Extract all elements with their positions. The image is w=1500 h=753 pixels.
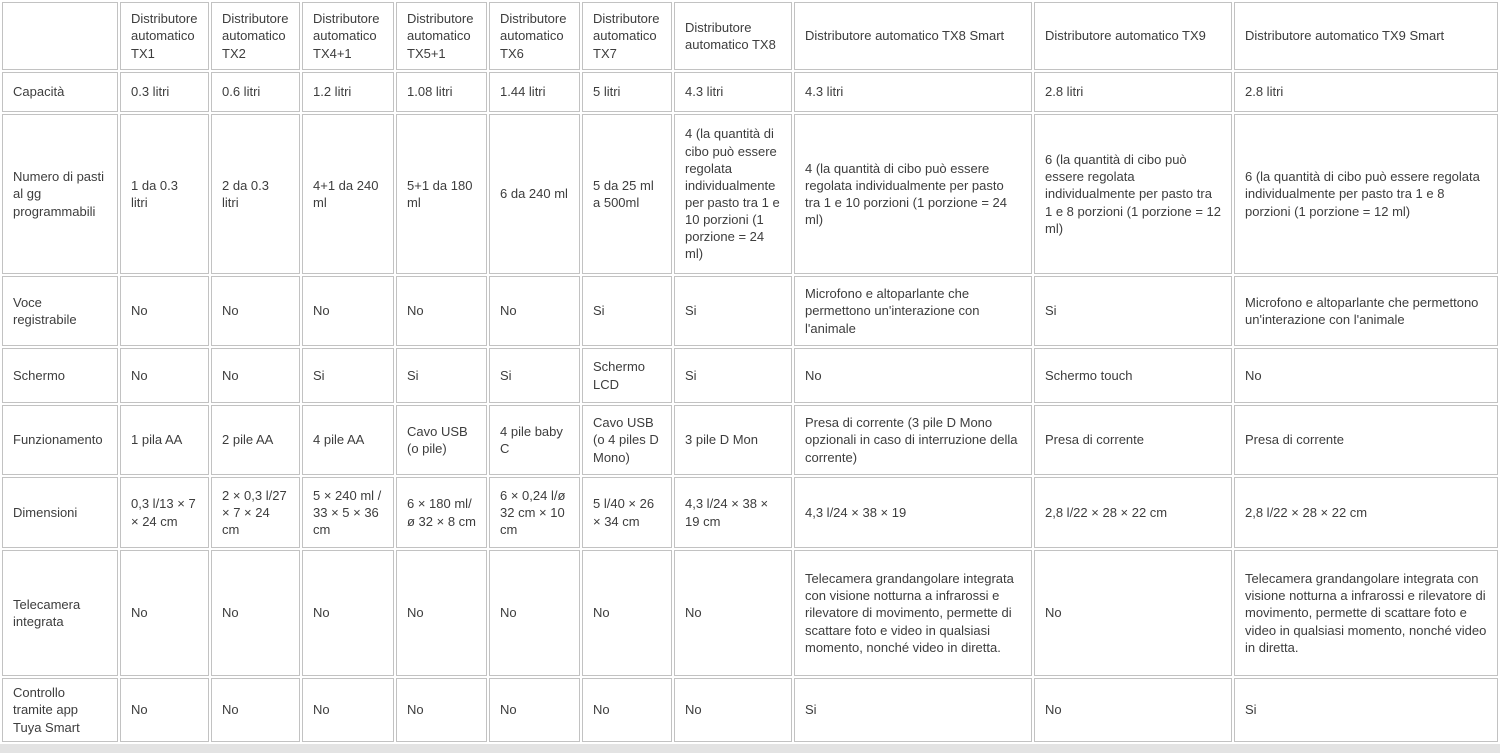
table-cell: Schermo LCD <box>582 348 672 403</box>
column-header: Distributore automatico TX4+1 <box>302 2 394 70</box>
table-cell: 4,3 l/24 × 38 × 19 cm <box>674 477 792 548</box>
table-cell: Si <box>582 276 672 346</box>
table-cell: 5 l/40 × 26 × 34 cm <box>582 477 672 548</box>
table-cell: 6 × 180 ml/ø 32 × 8 cm <box>396 477 487 548</box>
table-cell: 1 da 0.3 litri <box>120 114 209 274</box>
table-cell: Presa di corrente (3 pile D Mono opzionali in caso di interruzione della corrente) <box>794 405 1032 475</box>
table-cell: 2 × 0,3 l/27 × 7 × 24 cm <box>211 477 300 548</box>
table-cell: No <box>582 678 672 742</box>
table-cell: Si <box>1034 276 1232 346</box>
table-cell: No <box>396 276 487 346</box>
table-cell: 4.3 litri <box>794 72 1032 112</box>
table-row <box>2 678 1498 742</box>
table-cell: 4 (la quantità di cibo può essere regolata individualmente per pasto tra 1 e 10 porzioni (1 porzione = 24 ml) <box>794 114 1032 274</box>
column-header: Distributore automatico TX9 Smart <box>1234 2 1498 70</box>
table-cell: Cavo USB (o pile) <box>396 405 487 475</box>
row-label: Controllo tramite app Tuya Smart <box>2 678 118 742</box>
table-cell: 6 (la quantità di cibo può essere regolata individualmente per pasto tra 1 e 8 porzioni (1 porzione = 12 ml) <box>1234 114 1498 274</box>
table-cell: 0,3 l/13 × 7 × 24 cm <box>120 477 209 548</box>
table-cell: Microfono e altoparlante che permettono un'interazione con l'animale <box>1234 276 1498 346</box>
table-cell: No <box>489 276 580 346</box>
table-cell: No <box>120 348 209 403</box>
table-cell: Si <box>489 348 580 403</box>
table-cell: No <box>211 276 300 346</box>
table-cell: Schermo touch <box>1034 348 1232 403</box>
table-cell: No <box>120 276 209 346</box>
table-cell: 2 da 0.3 litri <box>211 114 300 274</box>
table-cell: 4+1 da 240 ml <box>302 114 394 274</box>
table-cell: 4.3 litri <box>674 72 792 112</box>
table-row <box>2 348 1498 403</box>
column-header: Distributore automatico TX6 <box>489 2 580 70</box>
table-cell: No <box>396 550 487 676</box>
table-row <box>2 72 1498 112</box>
table-cell: No <box>120 550 209 676</box>
table-cell: 1.08 litri <box>396 72 487 112</box>
table-row <box>2 114 1498 274</box>
table-cell: Si <box>674 348 792 403</box>
table-cell: No <box>211 678 300 742</box>
table-cell: Si <box>794 678 1032 742</box>
table-cell: Telecamera grandangolare integrata con visione notturna a infrarossi e rilevatore di movimento, permette di scattare foto e video in qualsiasi momento, nonché video in diretta. <box>1234 550 1498 676</box>
table-row <box>2 405 1498 475</box>
table-cell: 2,8 l/22 × 28 × 22 cm <box>1034 477 1232 548</box>
table-cell: Si <box>1234 678 1498 742</box>
header-row <box>2 2 1498 70</box>
row-label: Capacità <box>2 72 118 112</box>
table-cell: No <box>302 550 394 676</box>
table-cell: No <box>120 678 209 742</box>
row-label: Schermo <box>2 348 118 403</box>
table-cell: Si <box>302 348 394 403</box>
table-cell: Presa di corrente <box>1234 405 1498 475</box>
column-header: Distributore automatico TX5+1 <box>396 2 487 70</box>
table-cell: No <box>674 678 792 742</box>
column-header: Distributore automatico TX7 <box>582 2 672 70</box>
row-label: Dimensioni <box>2 477 118 548</box>
table-cell: 1 pila AA <box>120 405 209 475</box>
column-header: Distributore automatico TX2 <box>211 2 300 70</box>
table-cell: 5 da 25 ml a 500ml <box>582 114 672 274</box>
table-cell: No <box>794 348 1032 403</box>
row-label: Telecamera integrata <box>2 550 118 676</box>
table-cell: No <box>489 678 580 742</box>
table-cell: 3 pile D Mon <box>674 405 792 475</box>
table-cell: 6 (la quantità di cibo può essere regolata individualmente per pasto tra 1 e 8 porzioni (1 porzione = 12 ml) <box>1034 114 1232 274</box>
table-cell: 2.8 litri <box>1034 72 1232 112</box>
column-header: Distributore automatico TX8 <box>674 2 792 70</box>
table-cell: 5 × 240 ml / 33 × 5 × 36 cm <box>302 477 394 548</box>
table-cell: 2 pile AA <box>211 405 300 475</box>
table-cell: 4 (la quantità di cibo può essere regolata individualmente per pasto tra 1 e 10 porzioni (1 porzione = 24 ml) <box>674 114 792 274</box>
table-cell: No <box>674 550 792 676</box>
table-row <box>2 477 1498 548</box>
table-cell: 6 × 0,24 l/ø 32 cm × 10 cm <box>489 477 580 548</box>
row-label: Voce registrabile <box>2 276 118 346</box>
table-row <box>2 550 1498 676</box>
table-cell: No <box>1034 678 1232 742</box>
table-cell: No <box>582 550 672 676</box>
table-cell: 4,3 l/24 × 38 × 19 <box>794 477 1032 548</box>
table-cell: No <box>1234 348 1498 403</box>
table-cell: Microfono e altoparlante che permettono un'interazione con l'animale <box>794 276 1032 346</box>
table-cell: Presa di corrente <box>1034 405 1232 475</box>
row-label: Numero di pasti al gg programmabili <box>2 114 118 274</box>
table-body <box>2 72 1498 742</box>
table-cell: 0.3 litri <box>120 72 209 112</box>
row-label: Funzionamento <box>2 405 118 475</box>
table-cell: 2,8 l/22 × 28 × 22 cm <box>1234 477 1498 548</box>
table-cell: 6 da 240 ml <box>489 114 580 274</box>
table-cell: Si <box>674 276 792 346</box>
column-header: Distributore automatico TX8 Smart <box>794 2 1032 70</box>
table-cell: Cavo USB (o 4 piles D Mono) <box>582 405 672 475</box>
table-row <box>2 276 1498 346</box>
column-header: Distributore automatico TX1 <box>120 2 209 70</box>
column-header: Distributore automatico TX9 <box>1034 2 1232 70</box>
table-cell: 0.6 litri <box>211 72 300 112</box>
table-cell: No <box>489 550 580 676</box>
table-cell: 5+1 da 180 ml <box>396 114 487 274</box>
table-cell: 4 pile baby C <box>489 405 580 475</box>
table-cell: No <box>302 678 394 742</box>
table-cell: Si <box>396 348 487 403</box>
table-cell: No <box>302 276 394 346</box>
table-cell: 2.8 litri <box>1234 72 1498 112</box>
table-cell: No <box>1034 550 1232 676</box>
table-cell: No <box>211 550 300 676</box>
table-cell: 4 pile AA <box>302 405 394 475</box>
table-cell: 5 litri <box>582 72 672 112</box>
table-cell: 1.2 litri <box>302 72 394 112</box>
table-cell: 1.44 litri <box>489 72 580 112</box>
table-cell: Telecamera grandangolare integrata con visione notturna a infrarossi e rilevatore di movimento, permette di scattare foto e video in qualsiasi momento, nonché video in diretta. <box>794 550 1032 676</box>
table-cell: No <box>396 678 487 742</box>
table-cell: No <box>211 348 300 403</box>
corner-cell <box>2 2 118 70</box>
